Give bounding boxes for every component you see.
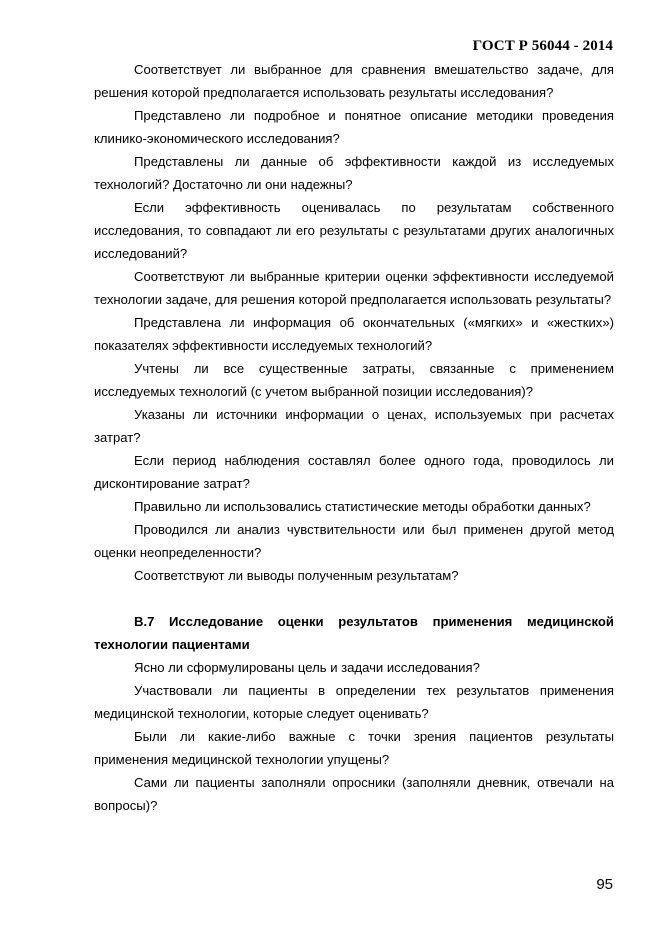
paragraph: Учтены ли все существенные затраты, связанные с применением исследуемых технологий (с учетом выбранной позиции исследования)? — [94, 361, 614, 399]
paragraph: Указаны ли источники информации о ценах, используемых при расчетах затрат? — [94, 407, 614, 445]
paragraph: Участвовали ли пациенты в определении тех результатов применения медицинской технологии, которые следует оценивать? — [94, 683, 614, 721]
paragraph: Были ли какие-либо важные с точки зрения пациентов результаты применения медицинской технологии упущены? — [94, 729, 614, 767]
paragraph: Если период наблюдения составлял более одного года, проводилось ли дисконтирование затрат? — [94, 453, 614, 491]
section-heading: В.7 Исследование оценки результатов применения медицинской технологии пациентами — [94, 614, 614, 652]
paragraph: Соответствуют ли выводы полученным результатам? — [134, 568, 459, 583]
paragraph: Правильно ли использовались статистические методы обработки данных? — [134, 499, 591, 514]
paragraph: Представлено ли подробное и понятное описание методики проведения клинико-экономического исследования? — [94, 108, 614, 146]
paragraph: Ясно ли сформулированы цель и задачи исследования? — [134, 660, 480, 675]
paragraph: Соответствуют ли выбранные критерии оценки эффективности исследуемой технологии задаче, для решения которой предполагается использовать результаты? — [94, 269, 614, 307]
paragraph: Представлены ли данные об эффективности каждой из исследуемых технологий? Достаточно ли они надежны? — [94, 154, 614, 192]
page-number: 95 — [596, 876, 613, 893]
paragraph: Проводился ли анализ чувствительности или был применен другой метод оценки неопределенности? — [94, 522, 614, 560]
document-header: ГОСТ Р 56044 - 2014 — [472, 38, 613, 54]
paragraph: Если эффективность оценивалась по результатам собственного исследования, то совпадают ли его результаты с результатами других аналогичных исследований? — [94, 200, 614, 261]
paragraph: Представлена ли информация об окончательных («мягких» и «жестких») показателях эффективности исследуемых технологий? — [94, 315, 614, 353]
paragraph: Соответствует ли выбранное для сравнения вмешательство задаче, для решения которой предполагается использовать результаты исследования? — [94, 62, 614, 100]
page-body — [94, 58, 614, 817]
paragraph: Сами ли пациенты заполняли опросники (заполняли дневник, отвечали на вопросы)? — [94, 775, 614, 813]
